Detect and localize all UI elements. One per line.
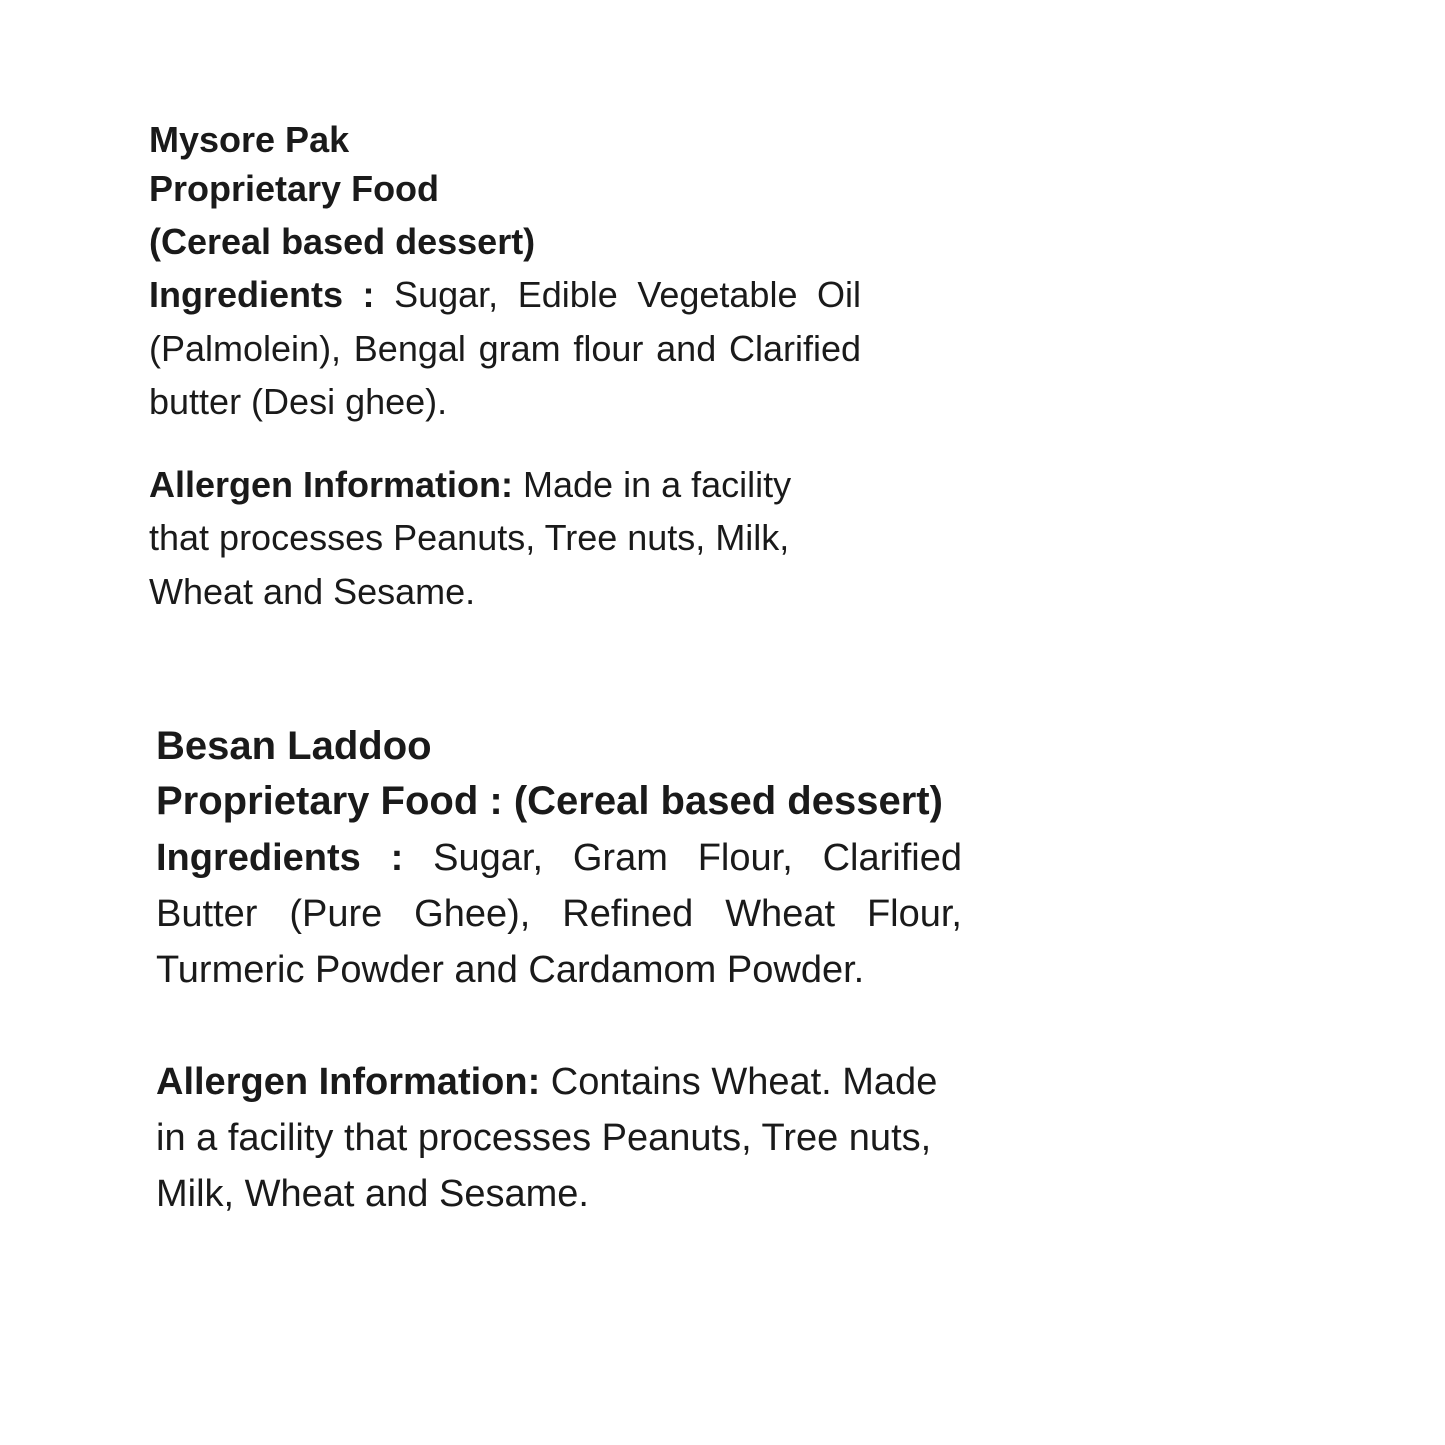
ingredients-paragraph (156, 830, 962, 998)
product-name: Mysore Pak (149, 119, 350, 160)
allergen-label: Allergen Information: (149, 463, 514, 505)
ingredients-text: Sugar, Edible Vegetable Oil (Palmolein), Bengal gram flour and Clarified butter (Desi ghee). (149, 274, 861, 422)
allergen-text: Contains Wheat. Made in a facility that processes Peanuts, Tree nuts, Milk, Wheat and Sesame. (156, 1061, 938, 1215)
allergen-text: Made in a facility that processes Peanuts, Tree nuts, Milk, Wheat and Sesame. (149, 463, 792, 612)
product-besan-laddoo (156, 720, 962, 1222)
allergen-paragraph (149, 458, 861, 619)
product-name: Besan Laddoo (156, 724, 432, 768)
product-subtitle: Proprietary Food (149, 168, 440, 209)
product-subtitle: Proprietary Food : (Cereal based dessert) (156, 779, 943, 823)
allergen-paragraph (156, 1054, 962, 1222)
ingredients-text: Sugar, Gram Flour, Clarified Butter (Pure Ghee), Refined Wheat Flour, Turmeric Powder and Cardamom Powder. (156, 837, 962, 991)
product-category: (Cereal based dessert) (149, 221, 536, 262)
ingredients-label: Ingredients : (156, 837, 404, 879)
ingredients-paragraph (149, 268, 861, 429)
product-mysore-pak (149, 118, 861, 618)
allergen-label: Allergen Information: (156, 1061, 541, 1103)
ingredients-label: Ingredients : (149, 274, 375, 315)
